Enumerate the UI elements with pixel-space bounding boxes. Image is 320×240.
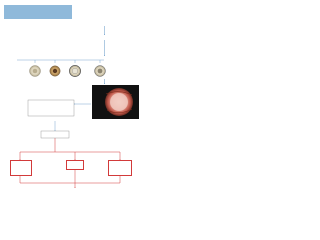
micrograph-image [92,85,139,119]
left-outcome-box [10,160,32,176]
center-outcome-box [66,160,84,170]
right-outcome-box [108,160,132,176]
diagram-canvas [0,0,149,198]
